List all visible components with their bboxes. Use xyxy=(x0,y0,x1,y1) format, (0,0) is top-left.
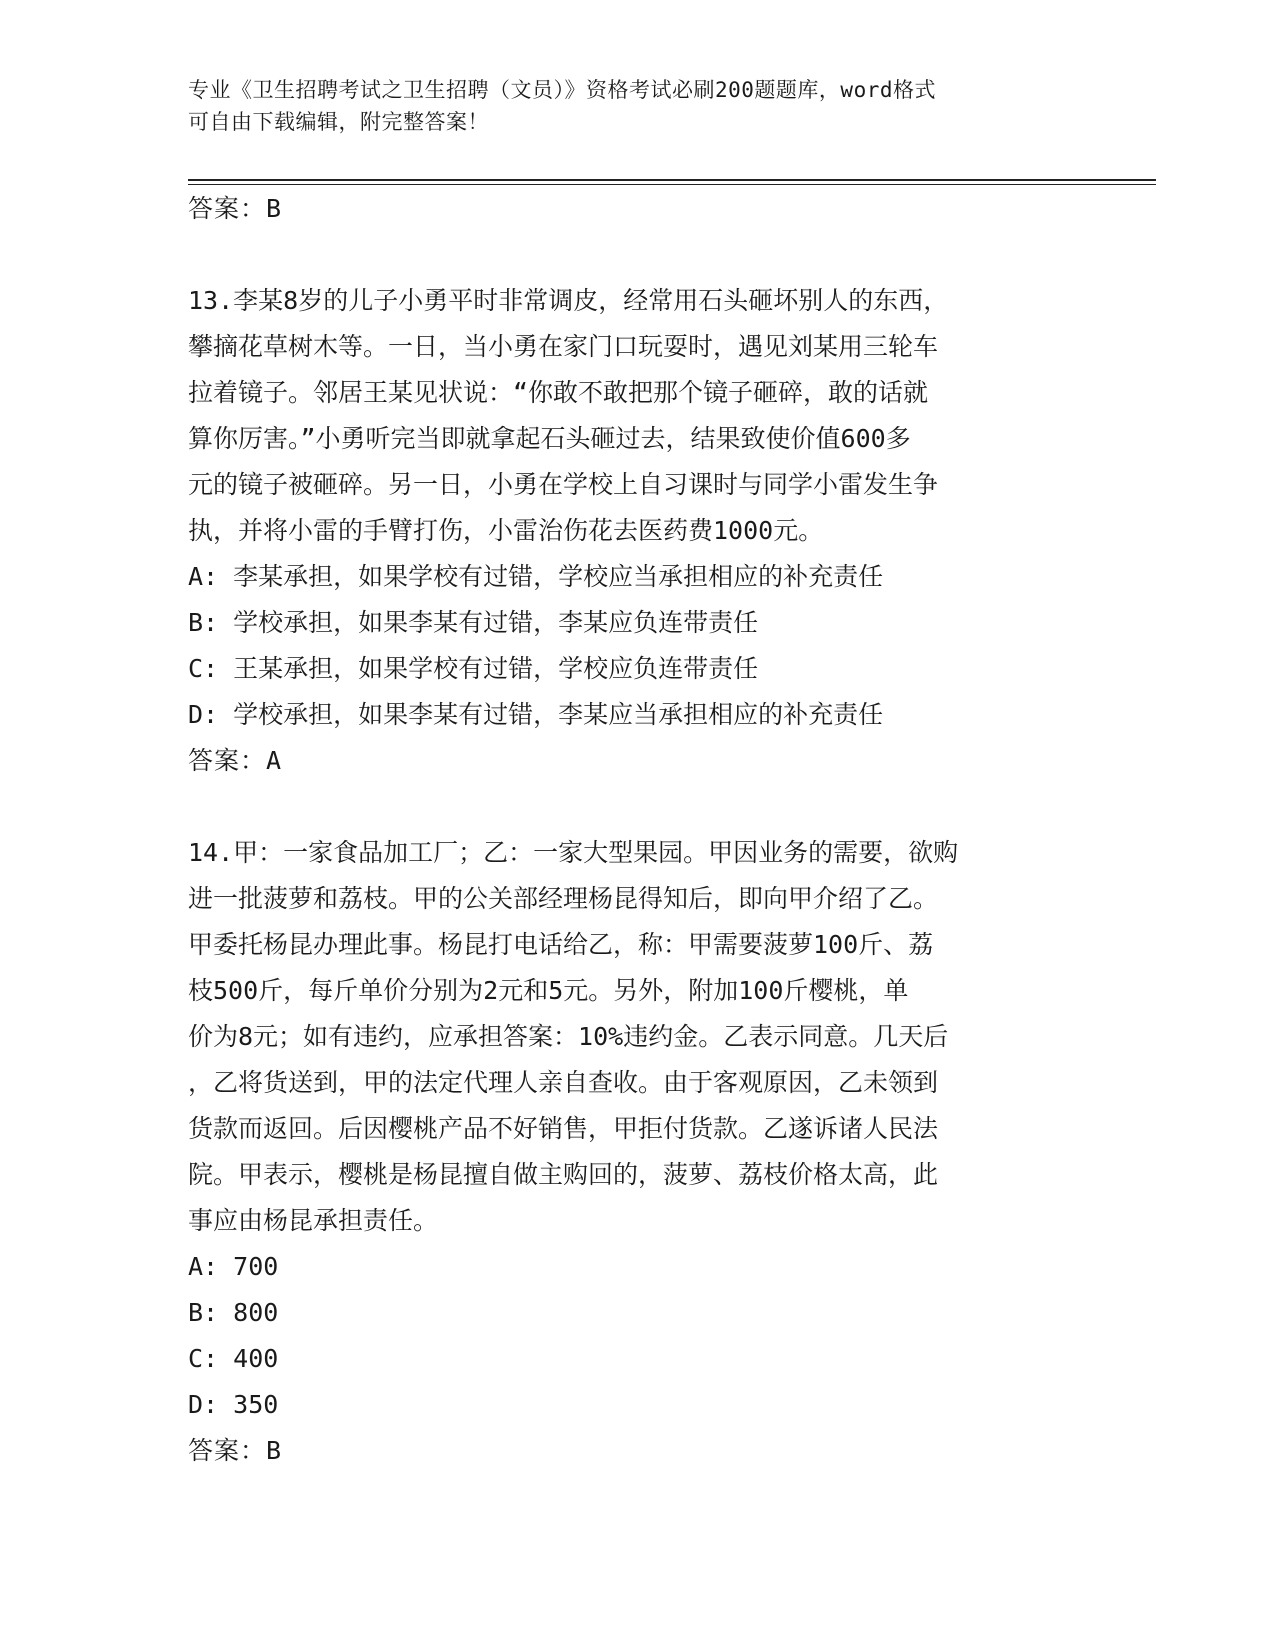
question-stem-line: 院。甲表示，樱桃是杨昆擅自做主购回的，菠萝、荔枝价格太高，此 xyxy=(188,1160,939,1189)
header-divider-thin xyxy=(188,184,1156,185)
option-a: A: 700 xyxy=(188,1252,279,1281)
spacer xyxy=(188,784,1088,830)
answer-line: 答案：B xyxy=(188,1436,283,1465)
question-13 xyxy=(188,278,1088,784)
option-c: C: 400 xyxy=(188,1344,279,1373)
question-stem-line: 进一批菠萝和荔枝。甲的公关部经理杨昆得知后，即向甲介绍了乙。 xyxy=(188,884,939,913)
option-d: D: 学校承担，如果李某有过错，李某应当承担相应的补充责任 xyxy=(188,700,884,729)
header-divider xyxy=(188,179,1156,181)
question-stem-line: 甲委托杨昆办理此事。杨昆打电话给乙，称：甲需要菠萝100斤、荔 xyxy=(188,930,934,959)
question-stem-line: 事应由杨昆承担责任。 xyxy=(188,1206,439,1235)
answer-line: 答案：A xyxy=(188,746,283,775)
option-c: C: 王某承担，如果学校有过错，学校应负连带责任 xyxy=(188,654,759,683)
header-line: 可自由下载编辑，附完整答案！ xyxy=(188,110,489,134)
question-stem-line: 攀摘花草树木等。一日，当小勇在家门口玩耍时，遇见刘某用三轮车 xyxy=(188,332,939,361)
question-stem-line: 14.甲：一家食品加工厂；乙：一家大型果园。甲因业务的需要，欲购 xyxy=(188,838,959,867)
question-stem-line: 枝500斤，每斤单价分别为2元和5元。另外，附加100斤樱桃，单 xyxy=(188,976,909,1005)
question-stem-line: 价为8元；如有违约，应承担答案：10%违约金。乙表示同意。几天后 xyxy=(188,1022,949,1051)
header-line: 专业《卫生招聘考试之卫生招聘（文员）》资格考试必刷200题题库，word格式 xyxy=(188,78,936,102)
option-b: B: 学校承担，如果李某有过错，李某应负连带责任 xyxy=(188,608,759,637)
spacer xyxy=(188,232,1088,278)
question-stem-line: 元的镜子被砸碎。另一日，小勇在学校上自习课时与同学小雷发生争 xyxy=(188,470,939,499)
option-a: A: 李某承担，如果学校有过错，学校应当承担相应的补充责任 xyxy=(188,562,884,591)
question-14 xyxy=(188,830,1088,1474)
page-header xyxy=(188,74,1068,138)
option-b: B: 800 xyxy=(188,1298,279,1327)
question-stem-line: 货款而返回。后因樱桃产品不好销售，甲拒付货款。乙遂诉诸人民法 xyxy=(188,1114,939,1143)
option-d: D: 350 xyxy=(188,1390,279,1419)
question-stem-line: 算你厉害。”小勇听完当即就拿起石头砸过去，结果致使价值600多 xyxy=(188,424,911,453)
question-stem-line: 13.李某8岁的儿子小勇平时非常调皮，经常用石头砸坏别人的东西， xyxy=(188,286,949,315)
question-stem-line: 拉着镜子。邻居王某见状说：“你敢不敢把那个镜子砸碎，敢的话就 xyxy=(188,378,929,407)
document-body xyxy=(188,186,1088,1474)
question-stem-line: ，乙将货送到，甲的法定代理人亲自查收。由于客观原因，乙未领到 xyxy=(188,1068,939,1097)
answer-line: 答案：B xyxy=(188,194,283,223)
question-stem-line: 执，并将小雷的手臂打伤，小雷治伤花去医药费1000元。 xyxy=(188,516,824,545)
